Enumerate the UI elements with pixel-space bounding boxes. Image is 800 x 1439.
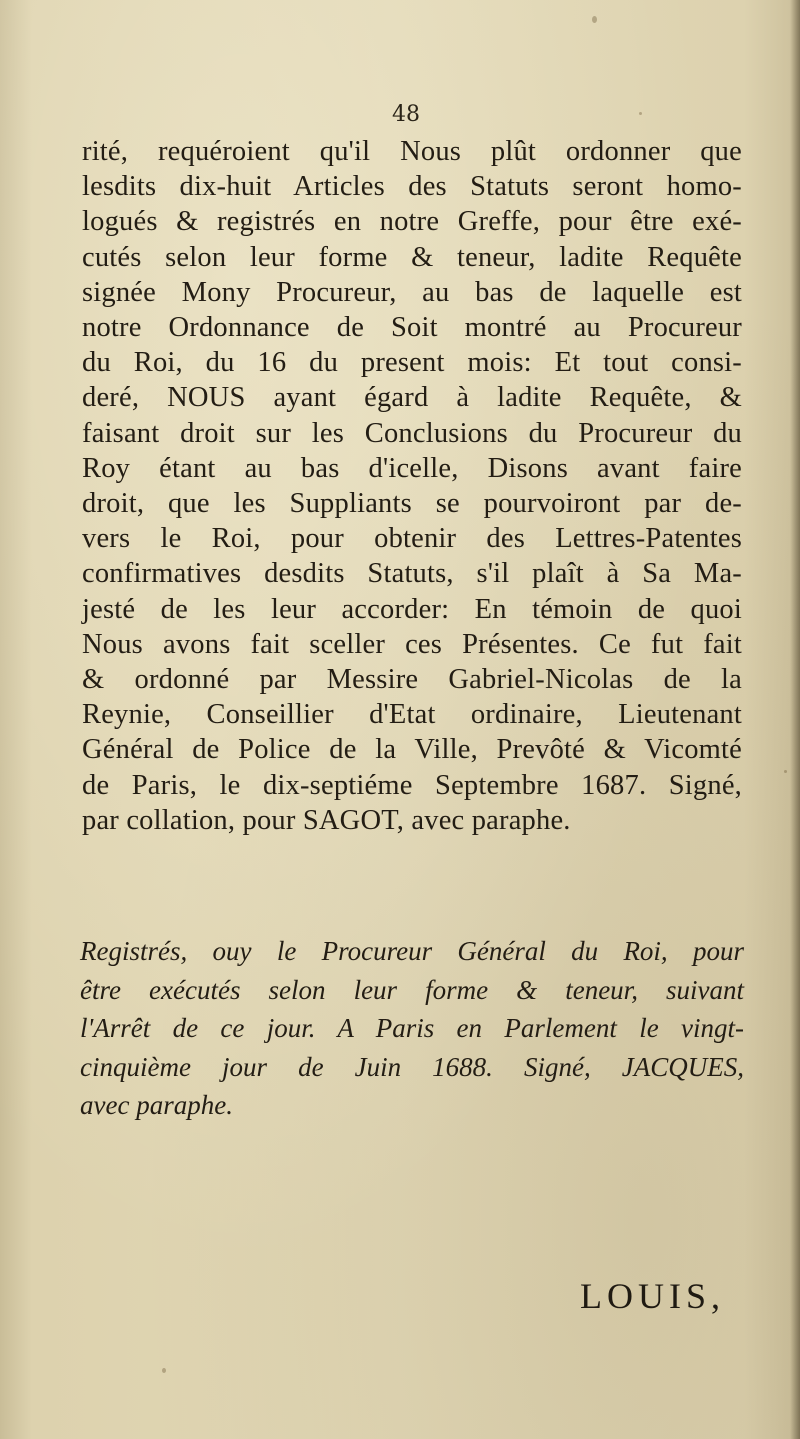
paper-spot: [592, 16, 597, 23]
body-line: Nous avons fait sceller ces Présentes. Ce fut fait: [82, 628, 742, 660]
body-line: Reynie, Conseillier d'Etat ordinaire, Lieutenant: [82, 699, 742, 731]
registration-note: [80, 932, 744, 1125]
page-edge-shadow: [790, 0, 800, 1439]
body-line: deré, NOUS ayant égard à ladite Requête, &: [82, 382, 742, 414]
body-paragraph: [82, 134, 742, 838]
body-line: logués & registrés en notre Greffe, pour être exé-: [82, 206, 742, 238]
body-line: cutés selon leur forme & teneur, ladite Requête: [82, 241, 742, 273]
paper-spot: [639, 112, 642, 115]
body-line: Général de Police de la Ville, Prevôté & Vicomté: [82, 734, 742, 766]
body-line: rité, requéroient qu'il Nous plût ordonner que: [82, 136, 742, 167]
body-line: jesté de les leur accorder: En témoin de quoi: [82, 593, 742, 625]
body-line: Roy étant au bas d'icelle, Disons avant faire: [82, 452, 742, 484]
page-number: 48: [392, 102, 420, 127]
registration-line: l'Arrêt de ce jour. A Paris en Parlement le vingt-: [80, 1013, 744, 1043]
body-line: & ordonné par Messire Gabriel-Nicolas de la: [82, 664, 742, 696]
paper-spot: [162, 1368, 166, 1373]
body-line: du Roi, du 16 du present mois: Et tout consi-: [82, 347, 742, 379]
registration-line: cinquième jour de Juin 1688. Signé, JACQUES,: [80, 1051, 744, 1082]
body-line: de Paris, le dix-septiéme Septembre 1687. Signé,: [82, 769, 742, 801]
signature: LOUIS,: [580, 1276, 725, 1316]
registration-line: Registrés, ouy le Procureur Général du Roi, pour: [80, 936, 744, 966]
body-line: droit, que les Suppliants se pourvoiront par de-: [82, 488, 742, 520]
paper-spot: [784, 770, 787, 773]
body-line: faisant droit sur les Conclusions du Procureur du: [82, 417, 742, 449]
body-line: vers le Roi, pour obtenir des Lettres-Patentes: [82, 523, 742, 555]
body-line: lesdits dix-huit Articles des Statuts seront homo-: [82, 171, 742, 203]
registration-line: avec paraphe.: [80, 1090, 233, 1120]
body-line: par collation, pour SAGOT, avec paraphe.: [82, 804, 571, 836]
body-line: signée Mony Procureur, au bas de laquelle est: [82, 276, 742, 308]
body-line: notre Ordonnance de Soit montré au Procureur: [82, 312, 742, 344]
registration-line: être exécutés selon leur forme & teneur, suivant: [80, 974, 744, 1005]
body-line: confirmatives desdits Statuts, s'il plaît à Sa Ma-: [82, 558, 742, 590]
